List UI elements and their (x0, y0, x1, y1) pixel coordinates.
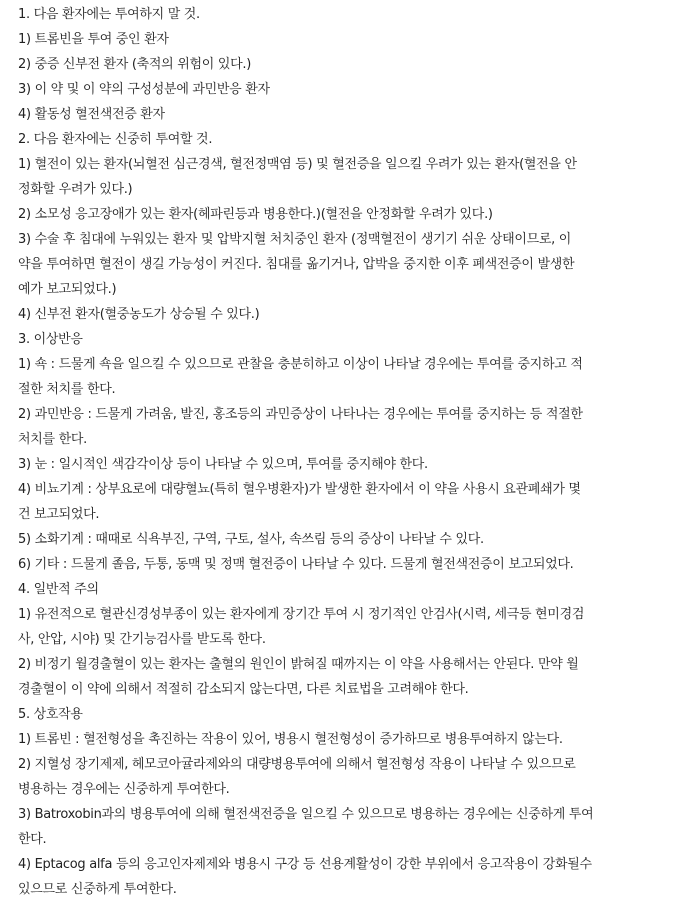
section-heading-contraindications: 1. 다음 환자에는 투여하지 말 것. (18, 7, 200, 22)
text-line: 4) 활동성 혈전색전증 환자 (18, 107, 165, 122)
text-line: 6) 기타 : 드물게 졸음, 두통, 동맥 및 정맥 혈전증이 나타날 수 있다. 드물게 혈전색전증이 보고되었다. (18, 557, 574, 572)
text-line: 있으므로 신중하게 투여한다. (18, 882, 177, 897)
text-line: 1) 혈전이 있는 환자(뇌혈전 심근경색, 혈전정맥염 등) 및 혈전증을 일으킬 우려가 있는 환자(혈전을 안 (18, 157, 577, 172)
text-line: 병용하는 경우에는 신중하게 투여한다. (18, 782, 230, 797)
text-line: 2) 비정기 월경출혈이 있는 환자는 출혈의 원인이 밝혀질 때까지는 이 약을 사용해서는 안된다. 만약 월 (18, 657, 579, 672)
text-line: 한다. (18, 832, 47, 847)
text-line: 2) 소모성 응고장애가 있는 환자(헤파린등과 병용한다.)(혈전을 안정화할 우려가 있다.) (18, 207, 493, 222)
text-line: 5) 소화기계 : 때때로 식욕부진, 구역, 구토, 설사, 속쓰림 등의 증상이 나타날 수 있다. (18, 532, 484, 547)
text-line: 3) 수술 후 침대에 누워있는 환자 및 압박지혈 처치중인 환자 (정맥혈전이 생기기 쉬운 상태이므로, 이 (18, 232, 572, 247)
text-line: 예가 보고되었다.) (18, 282, 117, 297)
text-line: 4) 비뇨기계 : 상부요로에 대량혈뇨(특히 혈우병환자)가 발생한 환자에서 이 약을 사용시 요관폐쇄가 몇 (18, 482, 581, 497)
text-line: 2) 지혈성 장기제제, 헤모코아귤라제와의 대량병용투여에 의해서 혈전형성 작용이 나타날 수 있으므로 (18, 757, 576, 772)
text-line: 절한 처치를 한다. (18, 382, 116, 397)
text-line: 1) 유전적으로 혈관신경성부종이 있는 환자에게 장기간 투여 시 정기적인 안검사(시력, 세극등 현미경검 (18, 607, 585, 622)
text-line: 건 보고되었다. (18, 507, 100, 522)
text-line: 3) 이 약 및 이 약의 구성성분에 과민반응 환자 (18, 82, 270, 97)
text-line: 약을 투여하면 혈전이 생길 가능성이 커진다. 침대를 옮기거나, 압박을 중지한 이후 폐색전증이 발생한 (18, 257, 575, 272)
section-heading-general-precautions: 4. 일반적 주의 (18, 582, 99, 597)
text-line: 2) 과민반응 : 드물게 가려움, 발진, 홍조등의 과민증상이 나타나는 경우에는 투여를 중지하는 등 적절한 (18, 407, 583, 422)
text-line: 1) 트롬빈을 투여 중인 환자 (18, 32, 169, 47)
text-line: 4) Eptacog alfa 등의 응고인자제제와 병용시 구강 등 선용계활성이 강한 부위에서 응고작용이 강화될수 (18, 857, 592, 872)
text-line: 1) 쇽 : 드물게 쇽을 일으킬 수 있으므로 관찰을 충분히하고 이상이 나타날 경우에는 투여를 중지하고 적 (18, 357, 583, 372)
section-heading-caution: 2. 다음 환자에는 신중히 투여할 것. (18, 132, 213, 147)
text-line: 사, 안압, 시야) 및 간기능검사를 받도록 한다. (18, 632, 266, 647)
text-line: 3) 눈 : 일시적인 색감각이상 등이 나타날 수 있으며, 투여를 중지해야 한다. (18, 457, 428, 472)
text-line: 4) 신부전 환자(혈중농도가 상승될 수 있다.) (18, 307, 260, 322)
text-line: 처치를 한다. (18, 432, 87, 447)
text-line: 경출혈이 이 약에 의해서 적절히 감소되지 않는다면, 다른 치료법을 고려해야 한다. (18, 682, 469, 697)
text-line: 1) 트롬빈 : 혈전형성을 촉진하는 작용이 있어, 병용시 혈전형성이 증가하므로 병용투여하지 않는다. (18, 732, 563, 747)
text-line: 정화할 우려가 있다.) (18, 182, 133, 197)
section-heading-adverse-reactions: 3. 이상반응 (18, 332, 83, 347)
text-line: 3) Batroxobin과의 병용투여에 의해 혈전색전증을 일으킬 수 있으므로 병용하는 경우에는 신중하게 투여 (18, 807, 594, 822)
text-line: 2) 중증 신부전 환자 (축적의 위험이 있다.) (18, 57, 251, 72)
section-heading-interactions: 5. 상호작용 (18, 707, 83, 722)
